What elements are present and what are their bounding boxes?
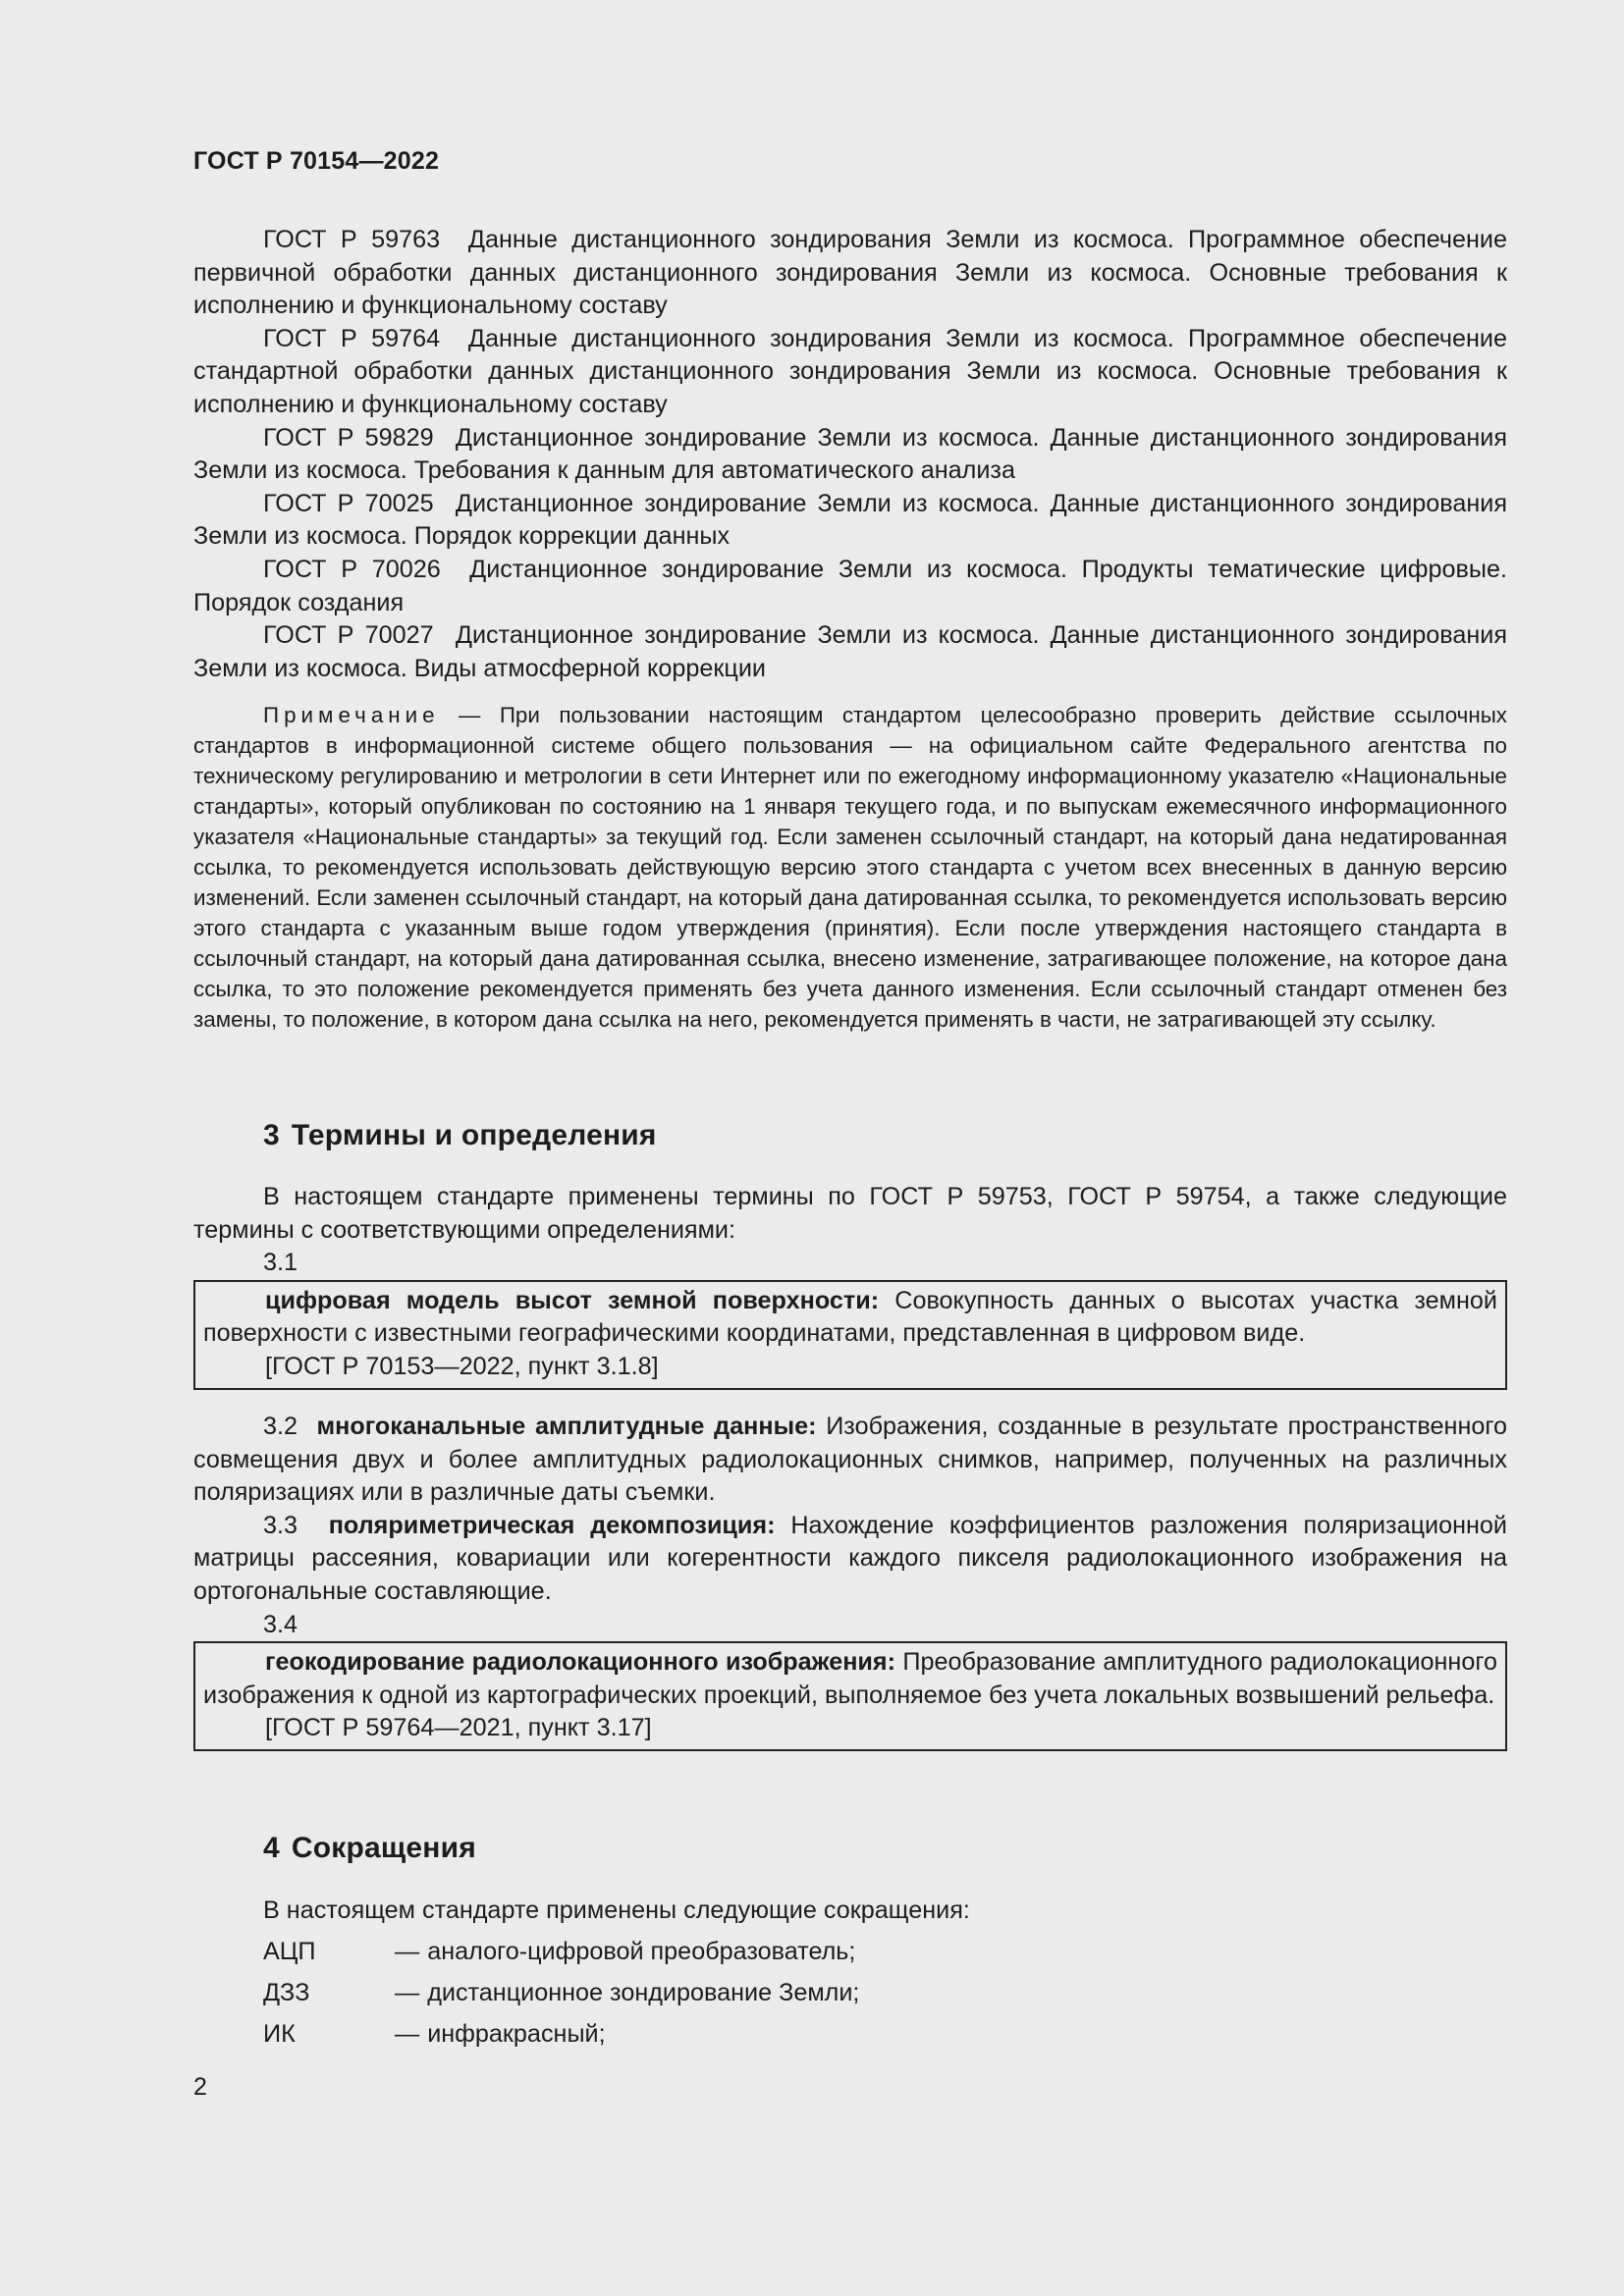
reference-item (193, 554, 1507, 619)
reference-title: Дистанционное зондирование Земли из космоса. Данные дистанционного зондирования Земли из космоса. Требования к данным для автоматического анализа (193, 423, 1508, 485)
term-text: Совокупность данных о высотах участка земной поверхности с известными географическими координатами, представленная в цифровом виде. (203, 1286, 1497, 1348)
term-name: многоканальные амплитудные данные: (316, 1413, 817, 1440)
term-source: [ГОСТ Р 59764—2021, пункт 3.17] (265, 1714, 652, 1742)
abbreviation-dash: — (395, 1938, 420, 1965)
section-title: Термины и определения (291, 1119, 657, 1151)
term-number: 3.4 (263, 1610, 298, 1638)
abbreviation: ИК (263, 2020, 296, 2048)
abbreviation-meaning: дистанционное зондирование Земли; (427, 1979, 860, 2006)
reference-item (193, 323, 1507, 422)
term-name: цифровая модель высот земной поверхности: (265, 1286, 880, 1314)
abbreviation-row (263, 1936, 855, 1969)
section-3-heading (263, 1119, 657, 1152)
reference-code: ГОСТ Р 70026 (263, 555, 441, 583)
reference-code: ГОСТ Р 59764 (263, 324, 441, 352)
reference-code: ГОСТ Р 70027 (263, 621, 434, 650)
section-title: Сокращения (291, 1832, 476, 1864)
reference-title: Данные дистанционного зондирования Земли из космоса. Программное обеспечение стандартной обработки данных дистанционного зондирования Земли из космоса. Основные требования к исполнению и функциональному составу (193, 324, 1507, 418)
normative-references-list (193, 224, 1507, 685)
term-number: 3.1 (263, 1249, 298, 1277)
abbreviation-meaning: инфракрасный; (427, 2020, 606, 2048)
abbreviation: ДЗЗ (263, 1979, 310, 2006)
note-text: — При пользовании настоящим стандартом целесообразно проверить действие ссылочных стандартов в информационной системе общего пользования — на официальном сайте Федерального агентства по техническому регулированию и метрологии в сети Интернет или по ежегодному информационному указателю «Национальные стандарты», который опубликован по состоянию на 1 января текущего года, и по выпускам ежемесячного информационного указателя «Национальные стандарты» за текущий год. Если заменен ссылочный стандарт, на который дана недатированная ссылка, то рекомендуется использовать действующую версию этого стандарта с учетом всех внесенных в данную версию изменений. Если заменен ссылочный стандарт, на который дана датированная ссылка, то рекомендуется использовать версию этого стандарта с указанным выше годом утверждения (принятия). Если после утверждения настоящего стандарта в ссылочный стандарт, на который дана датированная ссылка, внесено изменение, затрагивающее положение, на которое дана ссылка, то это положение рекомендуется применять без учета данного изменения. Если ссылочный стандарт отменен без замены, то положение, в котором дана ссылка на него, рекомендуется применять в части, не затрагивающей эту ссылку. (193, 703, 1507, 1032)
term-number: 3.3 (263, 1511, 298, 1539)
reference-code: ГОСТ Р 70025 (263, 489, 434, 517)
abbreviation-dash: — (395, 2020, 420, 2048)
reference-item (193, 619, 1507, 685)
section-4-intro: В настоящем стандарте применены следующие сокращения: (263, 1896, 970, 1924)
reference-title: Дистанционное зондирование Земли из космоса. Продукты тематические цифровые. Порядок создания (193, 555, 1508, 616)
term-definition (203, 1646, 1497, 1712)
term-text: Нахождение коэффициентов разложения поляризационной матрицы рассеяния, ковариации или когерентности каждого пикселя радиолокационного изображения на ортогональные составляющие. (193, 1511, 1508, 1605)
section-4-heading (263, 1832, 476, 1865)
term-name: геокодирование радиолокационного изображения: (265, 1648, 896, 1677)
reference-code: ГОСТ Р 59763 (263, 226, 441, 253)
reference-title: Дистанционное зондирование Земли из космоса. Данные дистанционного зондирования Земли из космоса. Виды атмосферной коррекции (193, 621, 1508, 682)
section-3-intro: В настоящем стандарте применены термины по ГОСТ Р 59753, ГОСТ Р 59754, а также следующие термины с соответствующими определениями: (193, 1183, 1507, 1244)
document-code: ГОСТ Р 70154—2022 (193, 147, 440, 175)
section-number: 3 (263, 1119, 280, 1151)
section-3-terms (193, 1411, 1507, 1751)
reference-title: Данные дистанционного зондирования Земли из космоса. Программное обеспечение первичной обработки данных дистанционного зондирования Земли из космоса. Основные требования к исполнению и функциональному составу (193, 226, 1507, 320)
abbreviation-dash: — (395, 1979, 420, 2006)
abbreviation-row (263, 1977, 859, 2010)
term-definition (193, 1510, 1507, 1609)
section-number: 4 (263, 1832, 280, 1864)
term-text: Преобразование амплитудного радиолокационного изображения к одной из картографических проекций, выполняемое без учета локальных возвышений рельефа. (203, 1648, 1497, 1709)
note-label: Примечание (263, 703, 440, 727)
abbreviation-row (263, 2018, 606, 2052)
reference-item (193, 422, 1507, 488)
page-number: 2 (193, 2073, 207, 2101)
reference-item (193, 224, 1507, 323)
reference-item (193, 488, 1507, 554)
term-name: поляриметрическая декомпозиция: (328, 1511, 776, 1539)
reference-code: ГОСТ Р 59829 (263, 423, 434, 452)
abbreviation-meaning: аналого-цифровой преобразователь; (427, 1938, 856, 1965)
section-4-intro-block (193, 1895, 1507, 1928)
section-3-body (193, 1181, 1507, 1390)
note-paragraph (193, 700, 1507, 1035)
term-definition (193, 1411, 1507, 1510)
quoted-term-box (193, 1280, 1507, 1390)
reference-title: Дистанционное зондирование Земли из космоса. Данные дистанционного зондирования Земли из космоса. Порядок коррекции данных (193, 489, 1508, 551)
term-number: 3.2 (263, 1413, 298, 1440)
term-source: [ГОСТ Р 70153—2022, пункт 3.1.8] (265, 1352, 659, 1380)
quoted-term-box (193, 1641, 1507, 1751)
term-definition (203, 1285, 1497, 1351)
term-text: Изображения, созданные в результате пространственного совмещения двух и более амплитудных радиолокационных снимков, например, полученных на различных поляризациях или в различные даты съемки. (193, 1413, 1508, 1507)
abbreviation: АЦП (263, 1938, 316, 1965)
